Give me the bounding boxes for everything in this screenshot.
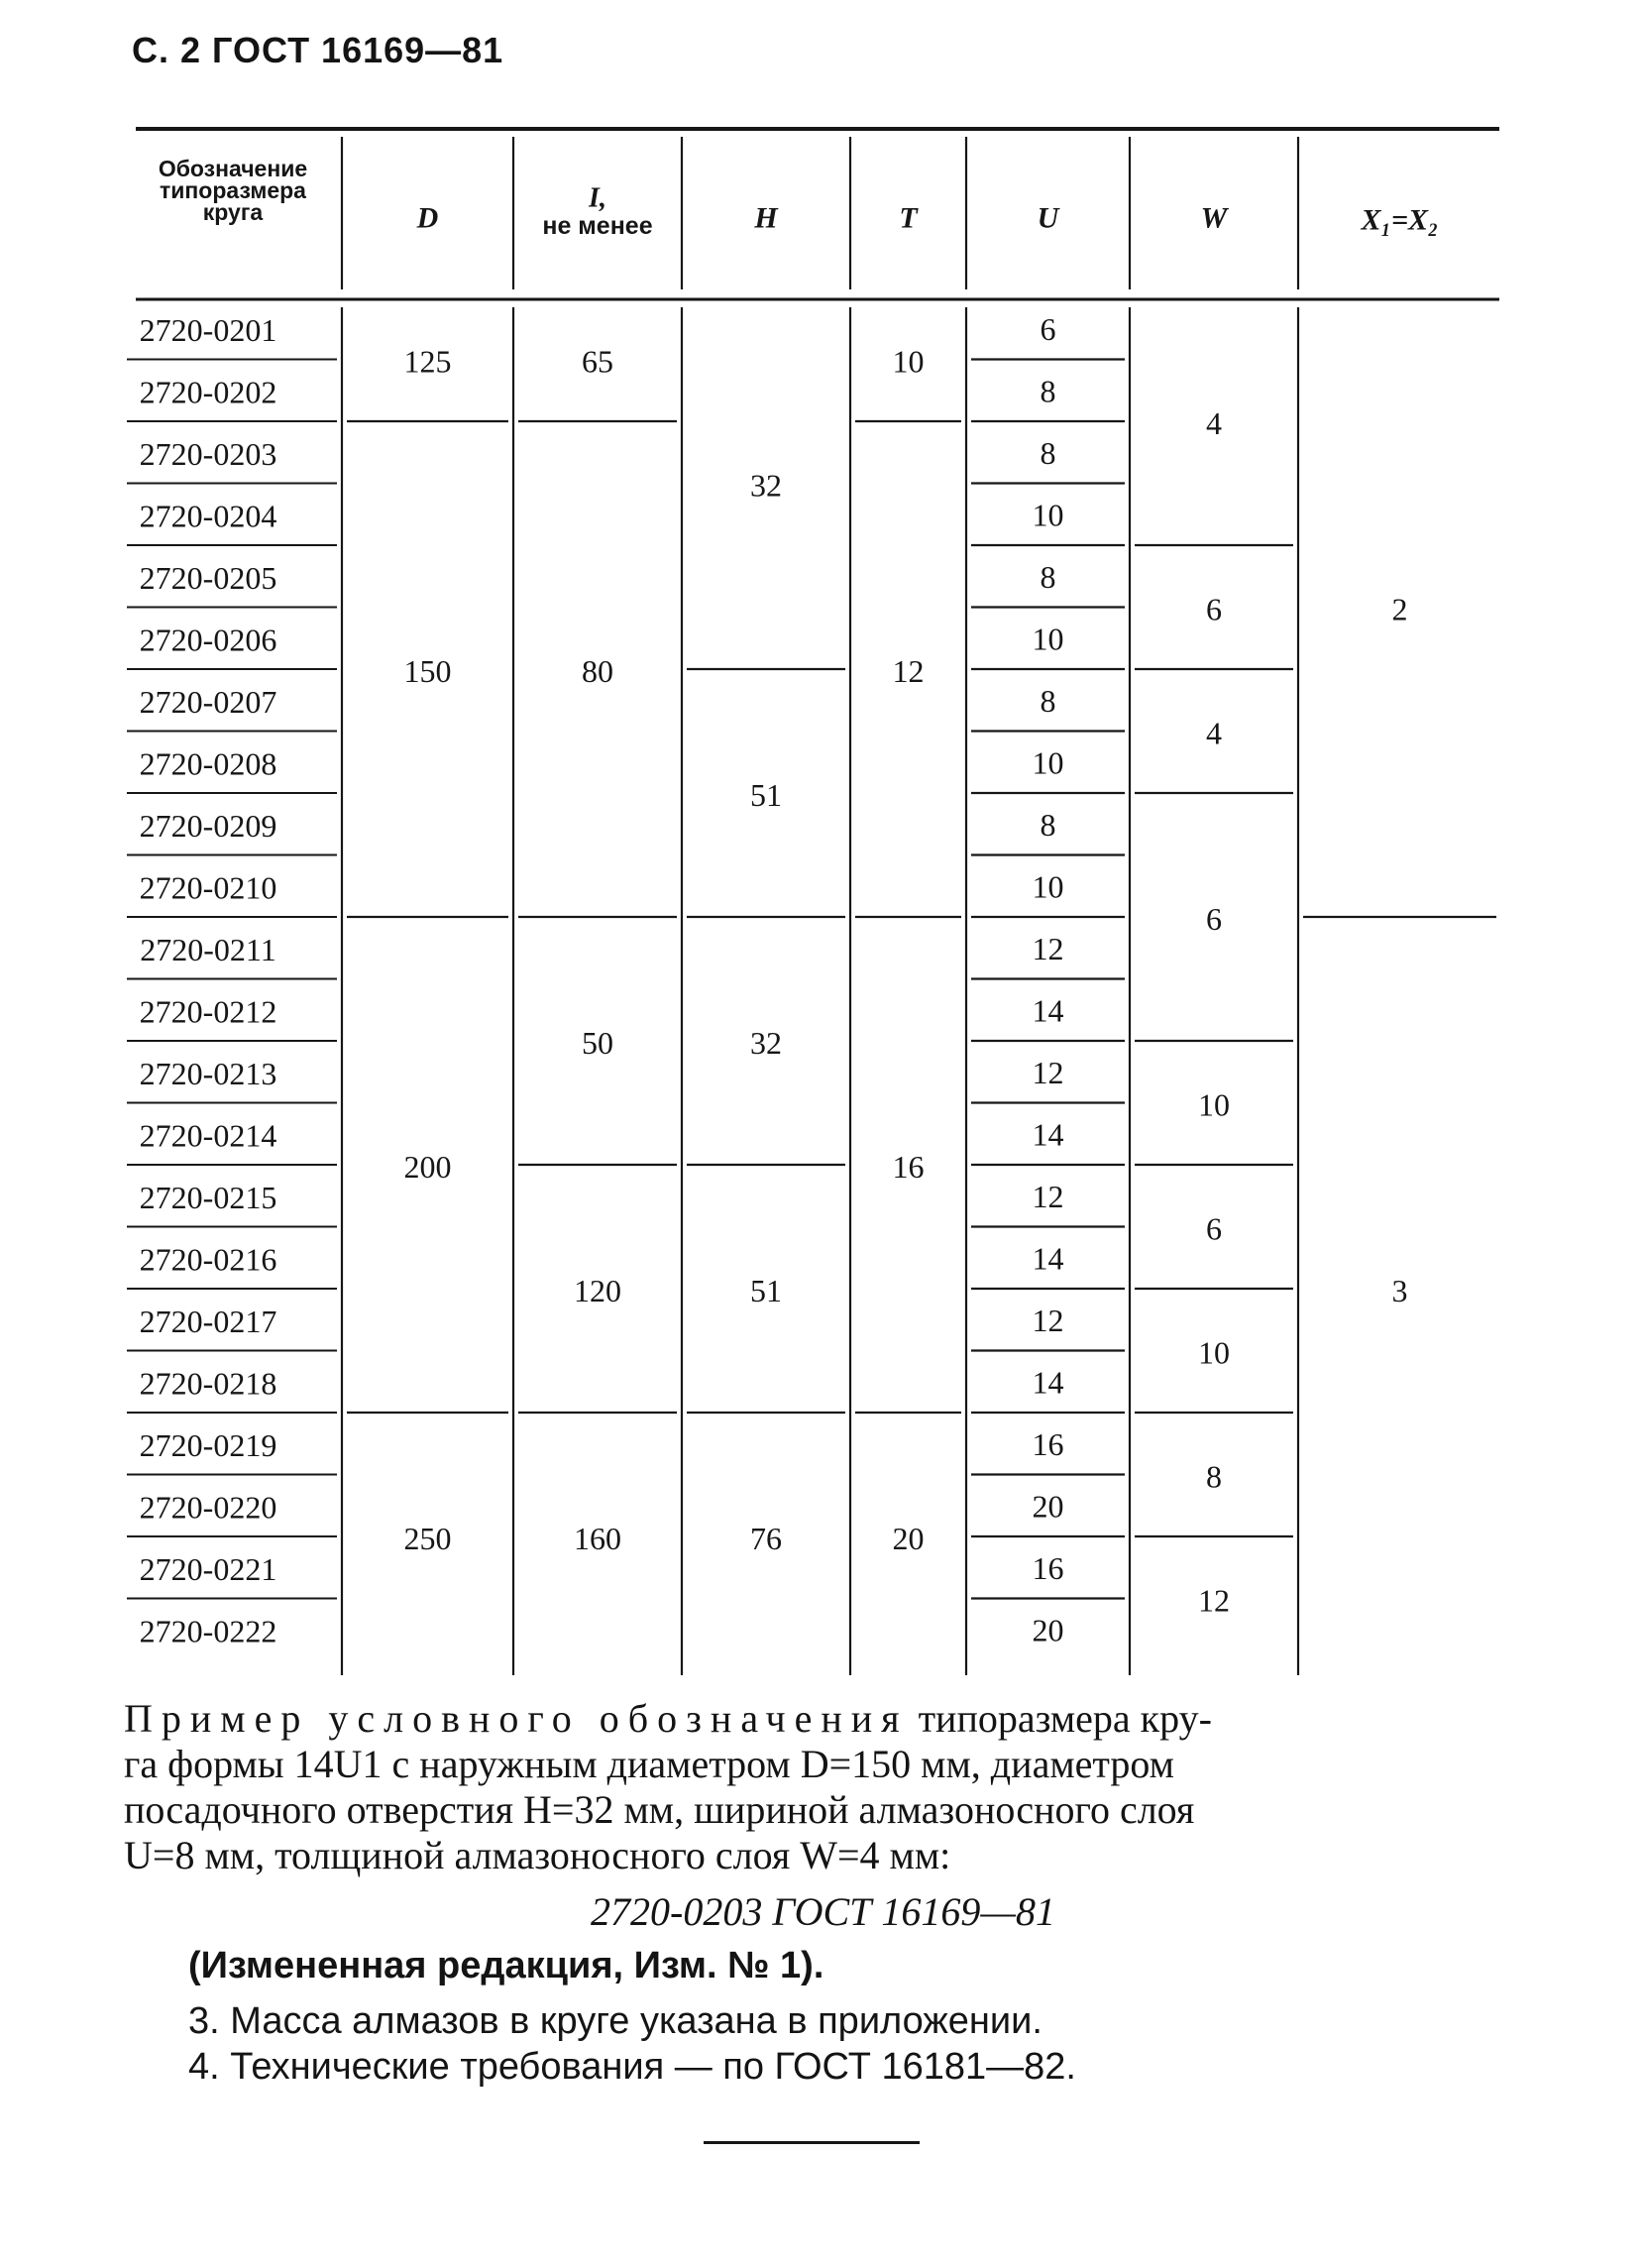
header-designation: типоразмера [160,177,306,203]
designation-cell: 2720-0205 [139,560,277,596]
W-cell: 6 [1206,1210,1222,1247]
I-cell: 160 [574,1521,621,1556]
designation-cell: 2720-0221 [139,1551,277,1587]
table-body [140,311,1408,1649]
table-header [159,156,1439,240]
amendment-note: (Измененная редакция, Изм. № 1). [188,1945,824,1986]
U-cell: 8 [1040,559,1056,595]
I-cell: 80 [582,653,613,689]
U-cell: 8 [1040,435,1056,471]
U-cell: 14 [1032,992,1064,1029]
header-designation: круга [202,199,264,225]
U-cell: 10 [1032,497,1064,533]
H-cell: 51 [750,777,782,813]
U-cell: 14 [1032,1116,1064,1153]
designation-cell: 2720-0207 [139,684,277,720]
I-cell: 120 [574,1273,621,1308]
designation-cell: 2720-0213 [139,1056,277,1091]
U-cell: 12 [1032,1303,1064,1338]
designation-cell: 2720-0210 [139,869,277,906]
U-cell: 14 [1032,1364,1064,1401]
header-I: I, [589,182,606,214]
U-cell: 20 [1032,1488,1064,1525]
W-cell: 10 [1198,1086,1230,1123]
page-header: С. 2 ГОСТ 16169—81 [132,30,504,70]
designation-cell: 2720-0209 [139,808,277,844]
example-designation: 2720-0203 ГОСТ 16169—81 [591,1889,1055,1934]
D-cell: 125 [403,343,452,380]
header-X: X₁=X₂ [1361,203,1439,237]
T-cell: 12 [892,653,925,689]
U-cell: 16 [1032,1426,1064,1462]
X-cell: 2 [1391,591,1408,627]
H-cell: 32 [750,1025,782,1061]
T-cell: 10 [892,343,925,380]
X-cell: 3 [1391,1273,1408,1308]
I-cell: 65 [582,343,613,380]
W-cell: 10 [1198,1334,1230,1371]
example-line-3: посадочного отверстия H=32 мм, шириной алмазоносного слоя [124,1787,1195,1832]
item-4: 4. Технические требования — по ГОСТ 16181—82. [188,2046,1076,2088]
W-cell: 12 [1198,1582,1230,1619]
example-line-2: га формы 14U1 с наружным диаметром D=150 мм, диаметром [124,1742,1174,1786]
header-W: W [1200,201,1228,235]
example-line-1-rest: типоразмера кру- [908,1696,1212,1741]
W-cell: 8 [1206,1458,1222,1495]
U-cell: 20 [1032,1612,1064,1648]
designation-cell: 2720-0203 [139,436,277,472]
designation-cell: 2720-0208 [139,745,277,782]
U-cell: 10 [1032,621,1064,657]
header-U: U [1037,201,1059,235]
example-line-4: U=8 мм, толщиной алмазоносного слоя W=4 мм: [124,1833,951,1877]
header-I-note: не менее [542,212,653,240]
W-cell: 6 [1206,901,1222,937]
designation-cell: 2720-0201 [139,312,277,348]
table-rules [127,129,1499,1675]
U-cell: 16 [1032,1550,1064,1586]
designation-cell: 2720-0215 [139,1180,277,1215]
U-cell: 12 [1032,1055,1064,1090]
designation-cell: 2720-0222 [139,1613,277,1649]
U-cell: 8 [1040,373,1056,409]
U-cell: 12 [1032,1179,1064,1214]
I-cell: 50 [582,1025,613,1061]
item-3: 3. Масса алмазов в круге указана в приложении. [188,2000,1042,2042]
designation-cell: 2720-0220 [139,1489,277,1526]
designation-cell: 2720-0204 [139,498,277,534]
U-cell: 6 [1040,311,1056,347]
designation-cell: 2720-0212 [139,993,277,1030]
W-cell: 4 [1206,715,1222,751]
designation-cell: 2720-0211 [140,932,276,967]
W-cell: 6 [1206,591,1222,627]
U-cell: 10 [1032,744,1064,781]
header-H: H [754,201,778,235]
designation-cell: 2720-0202 [139,374,277,410]
designation-cell: 2720-0206 [139,622,277,658]
T-cell: 16 [892,1149,925,1185]
end-rule [704,2141,920,2144]
designation-cell: 2720-0214 [139,1117,277,1154]
header-designation: Обозначение [158,156,308,181]
designation-cell: 2720-0218 [139,1365,277,1402]
T-cell: 20 [892,1521,925,1556]
designation-cell: 2720-0217 [139,1304,277,1339]
U-cell: 8 [1040,683,1056,719]
U-cell: 14 [1032,1240,1064,1277]
designation-cell: 2720-0216 [139,1241,277,1278]
H-cell: 76 [750,1521,782,1556]
designation-cell: 2720-0219 [139,1427,277,1463]
example-line-1 [124,1697,1511,1741]
U-cell: 8 [1040,807,1056,843]
D-cell: 150 [403,653,452,689]
U-cell: 12 [1032,931,1064,966]
header-D: D [416,201,439,235]
H-cell: 51 [750,1273,782,1308]
H-cell: 32 [750,467,782,504]
example-line-1-spaced: Пример условного обозначения [124,1696,909,1741]
W-cell: 4 [1206,405,1222,441]
D-cell: 250 [403,1521,452,1556]
header-T: T [899,201,918,235]
U-cell: 10 [1032,868,1064,905]
D-cell: 200 [403,1149,452,1185]
